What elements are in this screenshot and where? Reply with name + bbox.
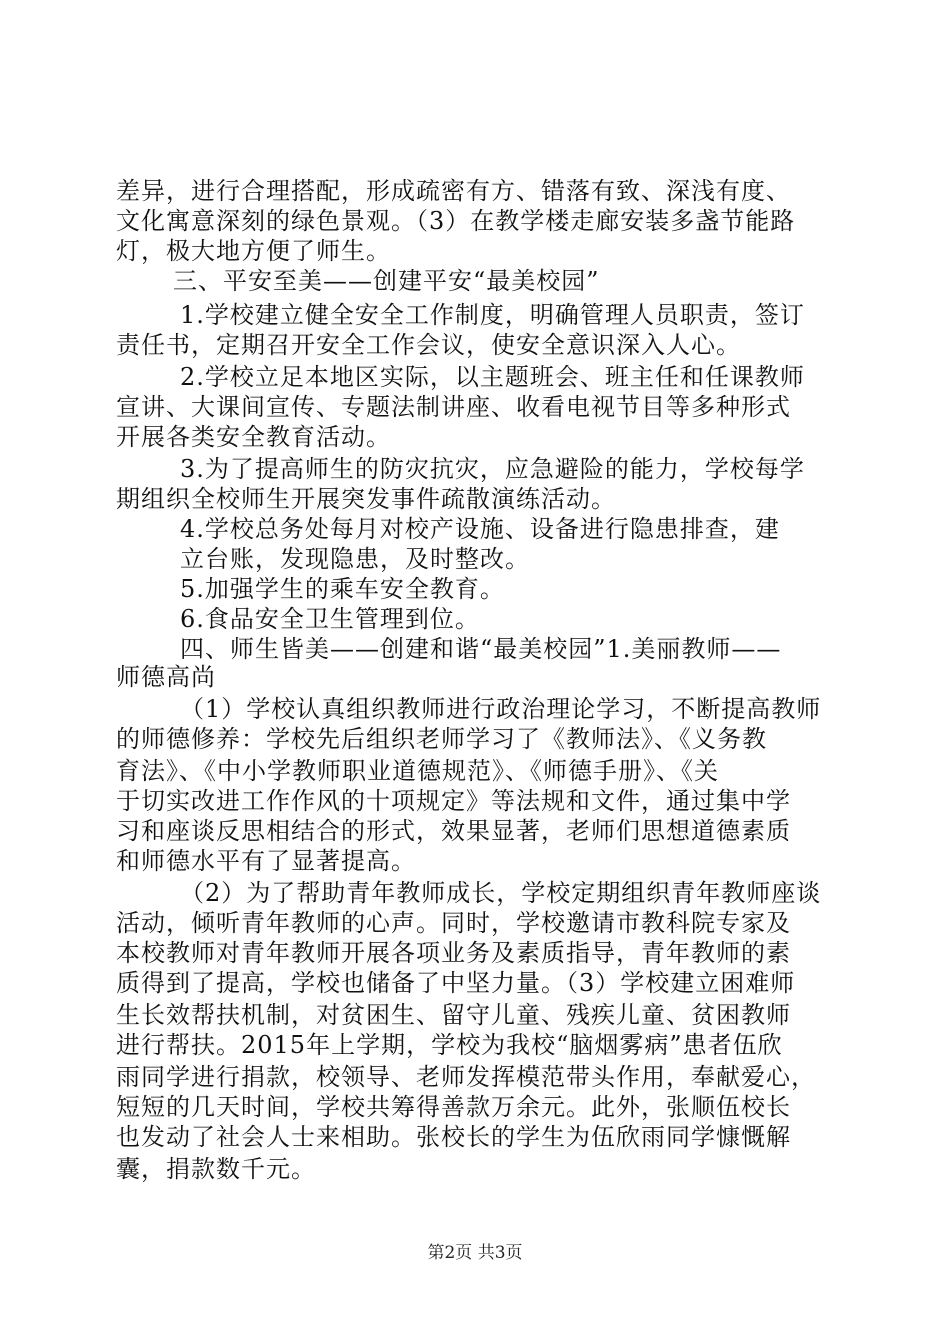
paragraph-line: 宣讲、大课间宣传、专题法制讲座、收看电视节目等多种形式 xyxy=(116,393,791,421)
paragraph-line: 责任书，定期召开安全工作会议，使安全意识深入人心。 xyxy=(116,331,741,359)
section-heading: 四、师生皆美——创建和谐“最美校园”1.美丽教师—— xyxy=(180,635,782,663)
paragraph-line: 和师德水平有了显著提高。 xyxy=(116,847,416,875)
paragraph-line: 立台账，发现隐患，及时整改。 xyxy=(180,545,530,573)
paragraph-line: 短短的几天时间，学校共筹得善款万余元。此外，张顺伍校长 xyxy=(116,1093,791,1121)
paragraph-line: 本校教师对青年教师开展各项业务及素质指导，青年教师的素 xyxy=(116,939,791,967)
paragraph-line: 2.学校立足本地区实际，以主题班会、班主任和任课教师 xyxy=(180,363,805,391)
paragraph-line: 活动，倾听青年教师的心声。同时，学校邀请市教科院专家及 xyxy=(116,909,791,937)
paragraph-line: 质得到了提高，学校也储备了中坚力量。（3）学校建立困难师 xyxy=(116,969,796,997)
paragraph-line: （2）为了帮助青年教师成长，学校定期组织青年教师座谈 xyxy=(180,879,822,907)
paragraph-line: 灯，极大地方便了师生。 xyxy=(116,237,391,265)
paragraph-line: 5.加强学生的乘车安全教育。 xyxy=(180,575,505,603)
paragraph-line: 6.食品安全卫生管理到位。 xyxy=(180,605,480,633)
paragraph-line: 于切实改进工作作风的十项规定》等法规和文件，通过集中学 xyxy=(116,787,791,815)
paragraph-line: 雨同学进行捐款，校领导、老师发挥模范带头作用，奉献爱心， xyxy=(116,1063,816,1091)
paragraph-line: 也发动了社会人士来相助。张校长的学生为伍欣雨同学慷慨解 xyxy=(116,1123,791,1151)
page-number: 第2页 共3页 xyxy=(427,1243,523,1263)
paragraph-line: 期组织全校师生开展突发事件疏散演练活动。 xyxy=(116,485,616,513)
paragraph-line: 1.学校建立健全安全工作制度，明确管理人员职责，签订 xyxy=(180,301,805,329)
paragraph-line: 的师德修养：学校先后组织老师学习了《教师法》、《义务教 xyxy=(116,725,767,753)
section-heading: 三、平安至美——创建平安“最美校园” xyxy=(173,267,600,295)
paragraph-line: 差异，进行合理搭配，形成疏密有方、错落有致、深浅有度、 xyxy=(116,177,791,205)
paragraph-line: 进行帮扶。2015年上学期，学校为我校“脑烟雾病”患者伍欣 xyxy=(116,1031,783,1059)
paragraph-line: （1）学校认真组织教师进行政治理论学习，不断提高教师 xyxy=(180,695,822,723)
paragraph-line: 囊，捐款数千元。 xyxy=(116,1155,316,1183)
paragraph-line: 开展各类安全教育活动。 xyxy=(116,423,391,451)
paragraph-line: 生长效帮扶机制，对贫困生、留守儿童、残疾儿童、贫困教师 xyxy=(116,1001,791,1029)
paragraph-line: 育法》、《中小学教师职业道德规范》、《师德手册》、《关 xyxy=(116,757,719,785)
section-heading: 师德高尚 xyxy=(116,663,216,691)
paragraph-line: 3.为了提高师生的防灾抗灾，应急避险的能力，学校每学 xyxy=(180,455,805,483)
paragraph-line: 习和座谈反思相结合的形式，效果显著，老师们思想道德素质 xyxy=(116,817,791,845)
paragraph-line: 文化寓意深刻的绿色景观。（3）在教学楼走廊安装多盏节能路 xyxy=(116,207,796,235)
paragraph-line: 4.学校总务处每月对校产设施、设备进行隐患排查，建 xyxy=(180,515,780,543)
